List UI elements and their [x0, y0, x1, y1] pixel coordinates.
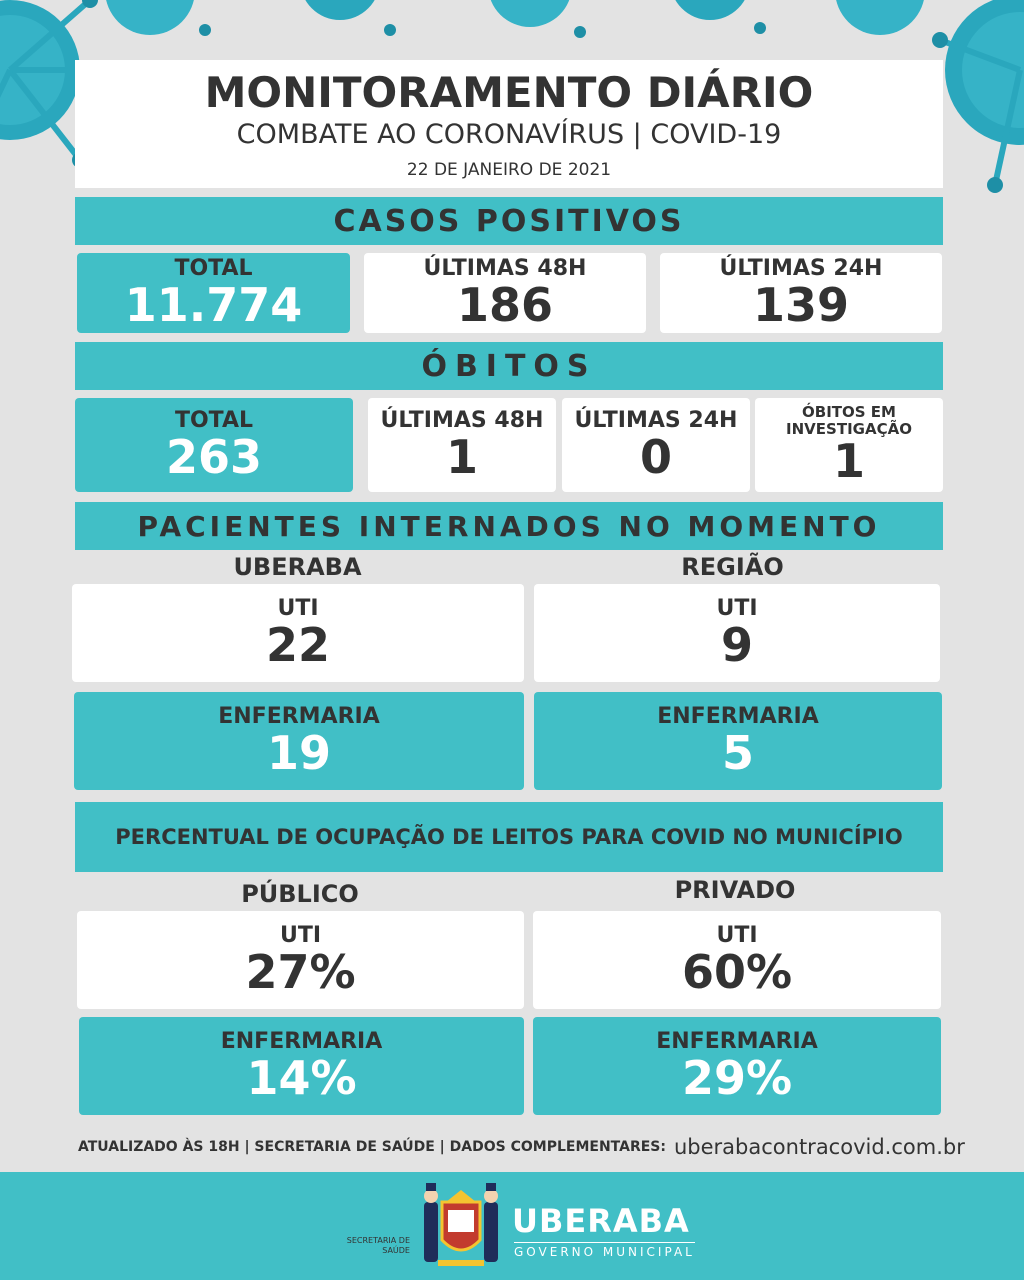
- virus-illustration-top: [90, 0, 930, 60]
- regiao-enfermaria-value: 5: [721, 725, 754, 780]
- privado-enfermaria-value: 29%: [681, 1050, 793, 1105]
- casos-total-label: TOTAL: [174, 255, 253, 281]
- obitos-24h-card: [562, 398, 750, 492]
- regiao-uti-label: UTI: [716, 595, 758, 621]
- uberaba-enfermaria-value: 19: [266, 725, 331, 780]
- privado-uti-value: 60%: [681, 944, 793, 999]
- footer-note-text: ATUALIZADO ÀS 18H | SECRETARIA DE SAÚDE | DADOS COMPLEMENTARES:: [78, 1139, 666, 1155]
- obitos-total-value: 263: [165, 429, 263, 484]
- report-date: 22 DE JANEIRO DE 2021: [406, 160, 612, 180]
- secretaria-saude-label: SECRETARIA DE SAÚDE: [346, 1236, 410, 1255]
- publico-label: PÚBLICO: [241, 880, 359, 908]
- page-subtitle: COMBATE AO CORONAVÍRUS | COVID-19: [236, 119, 782, 150]
- casos-positivos-heading: CASOS POSITIVOS: [75, 197, 943, 245]
- obitos-48h-label: ÚLTIMAS 48H: [380, 407, 544, 433]
- uberaba-enfermaria-label: ENFERMARIA: [218, 703, 380, 729]
- governo-municipal-label: GOVERNO MUNICIPAL: [514, 1242, 695, 1259]
- obitos-24h-value: 0: [639, 429, 672, 484]
- uberaba-uti-label: UTI: [277, 595, 319, 621]
- casos-48h-label: ÚLTIMAS 48H: [423, 255, 587, 281]
- header-panel: [75, 60, 943, 188]
- publico-enfermaria-value: 14%: [246, 1050, 357, 1105]
- privado-uti-card: [533, 911, 941, 1009]
- obitos-investigacao-value: 1: [832, 434, 865, 489]
- privado-label: PRIVADO: [674, 876, 796, 904]
- publico-enfermaria-card: [79, 1017, 524, 1115]
- privado-enfermaria-label: ENFERMARIA: [656, 1028, 818, 1054]
- virus-illustration-right: [930, 0, 1024, 210]
- ocupacao-heading: PERCENTUAL DE OCUPAÇÃO DE LEITOS PARA COVID NO MUNICÍPIO: [75, 802, 943, 872]
- regiao-uti-value: 9: [720, 617, 753, 672]
- footer-url-link[interactable]: uberabacontracovid.com.br: [673, 1135, 965, 1159]
- obitos-investigacao-label-1: ÓBITOS EM: [802, 403, 896, 422]
- regiao-enfermaria-card: [534, 692, 942, 790]
- uberaba-uti-value: 22: [265, 617, 330, 672]
- privado-uti-label: UTI: [716, 922, 758, 948]
- casos-48h-card: [364, 253, 646, 333]
- uberaba-wordmark: UBERABA: [512, 1202, 690, 1240]
- obitos-24h-label: ÚLTIMAS 24H: [574, 407, 738, 433]
- obitos-investigacao-label-2: INVESTIGAÇÃO: [786, 419, 912, 438]
- casos-total-card: [77, 253, 350, 333]
- publico-uti-card: [77, 911, 524, 1009]
- uberaba-enfermaria-card: [74, 692, 524, 790]
- casos-48h-value: 186: [456, 277, 554, 332]
- uberaba-uti-card: [72, 584, 524, 682]
- page-title: MONITORAMENTO DIÁRIO: [204, 68, 814, 117]
- publico-uti-label: UTI: [279, 922, 322, 948]
- footer-bar: [0, 1172, 1024, 1280]
- casos-total-value: 11.774: [124, 277, 303, 332]
- obitos-heading: ÓBITOS: [75, 342, 943, 390]
- regiao-uti-card: [534, 584, 940, 682]
- regiao-label: REGIÃO: [681, 553, 784, 581]
- obitos-investigacao-card: [755, 398, 943, 492]
- footer-note: [78, 1132, 965, 1162]
- internados-heading: PACIENTES INTERNADOS NO MOMENTO: [75, 502, 943, 550]
- obitos-total-card: [75, 398, 353, 492]
- regiao-enfermaria-label: ENFERMARIA: [657, 703, 819, 729]
- coat-of-arms-logo: [414, 1180, 508, 1272]
- casos-24h-card: [660, 253, 942, 333]
- casos-24h-value: 139: [752, 277, 850, 332]
- publico-uti-value: 27%: [245, 944, 356, 999]
- obitos-48h-value: 1: [445, 429, 478, 484]
- publico-enfermaria-label: ENFERMARIA: [220, 1028, 383, 1054]
- uberaba-label: UBERABA: [233, 553, 362, 581]
- obitos-48h-card: [368, 398, 556, 492]
- privado-enfermaria-card: [533, 1017, 941, 1115]
- casos-24h-label: ÚLTIMAS 24H: [719, 255, 883, 281]
- obitos-total-label: TOTAL: [174, 407, 254, 433]
